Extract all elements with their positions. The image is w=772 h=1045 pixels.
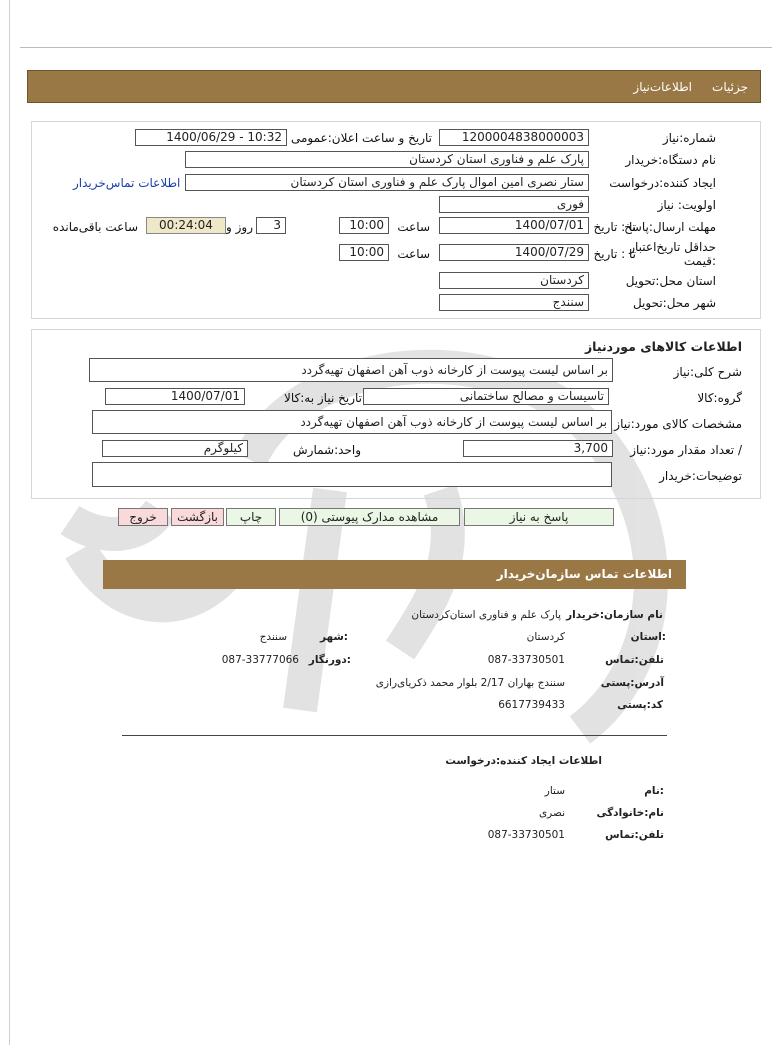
deadline-date-field: 1400/07/01 [439, 217, 589, 234]
header-tab-bar [27, 70, 761, 103]
org-phone-value: 087-33730501 [487, 654, 565, 666]
need-date-field: 1400/07/01 [105, 388, 245, 405]
buyer-notes-label: توضیحات:خریدار [659, 469, 742, 483]
org-city-label: :شهر [320, 631, 348, 643]
creator-first-name-value: ستار [544, 785, 565, 797]
validity-to-date-label: تا : تاریخ [593, 247, 636, 261]
back-button[interactable]: بازگشت [171, 508, 224, 526]
delivery-province-label: استان محل:تحویل [625, 274, 716, 288]
priority-field: فوری [439, 196, 589, 213]
org-postal-label: کد:پستی [617, 699, 663, 711]
org-fax-label: :دورنگار [308, 654, 351, 666]
buyer-org-contact-title: اطلاعات تماس سازمان‌خریدار [496, 567, 672, 581]
validity-time-field: 10:00 [339, 244, 389, 261]
deadline-time-field: 10:00 [339, 217, 389, 234]
exit-button[interactable]: خروج [118, 508, 168, 526]
delivery-city-label: شهر محل:تحویل [632, 296, 716, 310]
validity-label-line1: حداقل تاریخ‌اعتبار [629, 240, 716, 254]
creator-info-title: اطلاعات ایجاد کننده:درخواست [445, 755, 602, 767]
deadline-label: مهلت ارسال:پاسخ [624, 220, 716, 234]
tab-need-info[interactable]: اطلاعات‌نیاز [633, 80, 692, 94]
org-province-label: :استان [630, 631, 666, 643]
goods-section-title: اطلاعات کالاهای موردنیاز [584, 339, 742, 354]
general-description-label: شرح کلی:نیاز [673, 365, 742, 379]
buyer-name-field: پارک علم و فناوری استان کردستان [185, 151, 589, 168]
deadline-time-label: ساعت [397, 220, 430, 234]
need-number-label: شماره:نیاز [662, 131, 716, 145]
quantity-label: / تعداد مقدار مورد:نیاز [630, 443, 742, 457]
section-separator [122, 735, 667, 736]
goods-spec-field: بر اساس لیست پیوست از کارخانه ذوب آهن اصفهان تهیه‌گردد [92, 410, 612, 434]
days-label: روز و [226, 220, 253, 234]
buyer-contact-link[interactable]: اطلاعات تماس‌خریدار [73, 176, 181, 190]
reply-to-need-button[interactable]: پاسخ به نیاز [464, 508, 614, 526]
remaining-time-label: ساعت باقی‌مانده [52, 220, 138, 234]
creator-phone-value: 087-33730501 [487, 829, 565, 841]
org-name-value: پارک علم و فناوری استان‌کردستان [411, 609, 561, 621]
goods-spec-label: مشخصات کالای مورد:نیاز [614, 417, 742, 431]
buyer-notes-field [92, 462, 612, 487]
unit-label: واحد:شمارش [293, 443, 361, 457]
validity-time-label: ساعت [397, 247, 430, 261]
creator-first-name-label: :نام [644, 785, 664, 797]
top-divider [20, 47, 772, 48]
tab-details[interactable]: جزئیات [712, 80, 748, 94]
org-address-label: آدرس:پستی [600, 677, 664, 689]
validity-date-field: 1400/07/29 [439, 244, 589, 261]
unit-field: کیلوگرم [102, 440, 248, 457]
need-date-label: تاریخ نیاز به:کالا [284, 391, 362, 405]
remaining-time-field: 00:24:04 [146, 217, 226, 234]
delivery-province-field: کردستان [439, 272, 589, 289]
buyer-org-contact-header [103, 560, 686, 589]
org-name-label: نام سازمان:خریدار [566, 609, 663, 621]
view-attachments-button[interactable]: مشاهده مدارک پیوستی (0) [279, 508, 460, 526]
priority-label: اولویت: نیاز [657, 198, 716, 212]
request-creator-label: ایجاد کننده:درخواست [609, 176, 716, 190]
print-button[interactable]: چاپ [226, 508, 276, 526]
announce-date-label: تاریخ و ساعت اعلان:عمومی [290, 131, 432, 145]
goods-group-label: گروه:کالا [697, 391, 742, 405]
org-city-value: سنندج [259, 631, 287, 643]
goods-group-field: تاسیسات و مصالح ساختمانی [363, 388, 609, 405]
org-phone-label: تلفن:تماس [605, 654, 664, 666]
org-province-value: کردستان [526, 631, 565, 643]
need-number-field: 1200004838000003 [439, 129, 589, 146]
left-border-line [9, 0, 10, 1045]
creator-phone-label: تلفن:تماس [605, 829, 664, 841]
delivery-city-field: سنندج [439, 294, 589, 311]
validity-label-line2: :قیمت [683, 254, 716, 268]
announce-date-field: 1400/06/29 - 10:32 [135, 129, 287, 146]
deadline-to-date-label: تا : تاریخ [593, 220, 636, 234]
general-description-field: بر اساس لیست پیوست از کارخانه ذوب آهن اصفهان تهیه‌گردد [89, 358, 613, 382]
org-postal-value: 6617739433 [498, 699, 565, 711]
days-remaining-field: 3 [256, 217, 286, 234]
creator-last-name-value: نصری [538, 807, 565, 819]
quantity-field: 3,700 [463, 440, 613, 457]
org-fax-value: 087-33777066 [221, 654, 299, 666]
request-creator-field: ستار نصری امین اموال پارک علم و فناوری استان کردستان [185, 174, 589, 191]
org-address-value: سنندج بهاران 2/17 بلوار محمد ذکریای‌رازی [375, 677, 565, 689]
buyer-name-label: نام دستگاه:خریدار [625, 153, 716, 167]
creator-last-name-label: نام:خانوادگی [596, 807, 664, 819]
